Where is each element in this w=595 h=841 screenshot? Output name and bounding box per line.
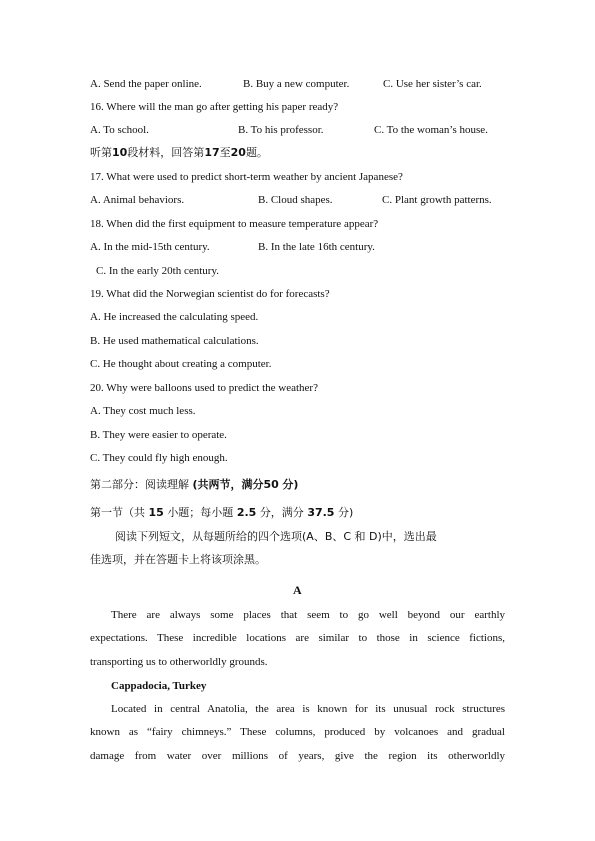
q18-option-a: A. In the mid-15th century. — [90, 241, 210, 253]
cappadocia-line-3: damage from water over millions of years, give the region its otherworldly — [90, 750, 505, 762]
part2-score: 50 — [263, 478, 279, 491]
cappadocia-line-2: known as “fairy chimneys.” These columns, produced by volcanoes and gradual — [90, 726, 505, 738]
section1-text: 小题；每小题 — [167, 506, 234, 519]
instructions-line-2: 佳选项，并在答题卡上将该项涂黑。 — [90, 553, 266, 566]
q19-option-a: A. He increased the calculating speed. — [90, 311, 259, 323]
q20-option-a: A. They cost much less. — [90, 405, 196, 417]
q16-option-c: C. To the woman’s house. — [374, 124, 488, 136]
q19-question: 19. What did the Norwegian scientist do for forecasts? — [90, 288, 330, 300]
q18-option-b: B. In the late 16th century. — [258, 241, 375, 253]
part2-text: (共两节，满分 — [192, 478, 264, 491]
section1-text: 分，满分 — [259, 506, 304, 519]
q20-option-c: C. They could fly high enough. — [90, 452, 228, 464]
part2-heading — [90, 478, 298, 492]
question-start-number: 17 — [204, 146, 220, 159]
part2-title: 第二部分：阅读理解 — [90, 478, 189, 491]
q15-option-a: A. Send the paper online. — [90, 78, 202, 90]
q16-option-a: A. To school. — [90, 124, 149, 136]
q18-question: 18. When did the first equipment to measure temperature appear? — [90, 218, 379, 230]
material-number: 10 — [112, 146, 128, 159]
part2-text: 分) — [282, 478, 299, 491]
section1-per-score: 2.5 — [236, 506, 257, 519]
material-text: 题。 — [245, 146, 268, 159]
passage-intro-line-2: expectations. These incredible locations are similar to those in science fictions, — [90, 632, 505, 644]
q15-option-c: C. Use her sister’s car. — [383, 78, 482, 90]
material-text: 至 — [219, 146, 231, 159]
passage-intro-line-1: There are always some places that seem to go well beyond our earthly — [111, 609, 505, 621]
q20-option-b: B. They were easier to operate. — [90, 429, 227, 441]
q20-question: 20. Why were balloons used to predict the weather? — [90, 382, 318, 394]
material-10-header — [90, 146, 268, 160]
material-text: 段材料，回答第 — [127, 146, 205, 159]
section1-heading — [90, 506, 353, 520]
q16-question: 16. Where will the man go after getting his paper ready? — [90, 101, 339, 113]
material-text: 听第 — [90, 146, 112, 159]
q17-option-a: A. Animal behaviors. — [90, 194, 185, 206]
q17-question: 17. What were used to predict short-term weather by ancient Japanese? — [90, 171, 403, 183]
q17-option-b: B. Cloud shapes. — [258, 194, 333, 206]
q19-option-c: C. He thought about creating a computer. — [90, 358, 272, 370]
q19-option-b: B. He used mathematical calculations. — [90, 335, 259, 347]
cappadocia-line-1: Located in central Anatolia, the area is known for its unusual rock structures — [111, 703, 505, 715]
question-end-number: 20 — [230, 146, 246, 159]
section1-text: 第一节（共 — [90, 506, 145, 519]
q16-option-b: B. To his professor. — [238, 124, 324, 136]
passage-intro-line-3: transporting us to otherworldly grounds. — [90, 656, 268, 668]
instructions-line-1: 阅读下列短文，从每题所给的四个选项(A、B、C 和 D)中，选出最 — [115, 530, 437, 543]
section1-total-score: 37.5 — [307, 506, 335, 519]
q15-option-b: B. Buy a new computer. — [243, 78, 350, 90]
q17-option-c: C. Plant growth patterns. — [382, 194, 492, 206]
section1-count: 15 — [148, 506, 164, 519]
place-title: Cappadocia, Turkey — [111, 680, 207, 692]
passage-heading: A — [293, 583, 302, 597]
q18-option-c: C. In the early 20th century. — [96, 265, 219, 277]
section1-text: 分) — [337, 506, 354, 519]
